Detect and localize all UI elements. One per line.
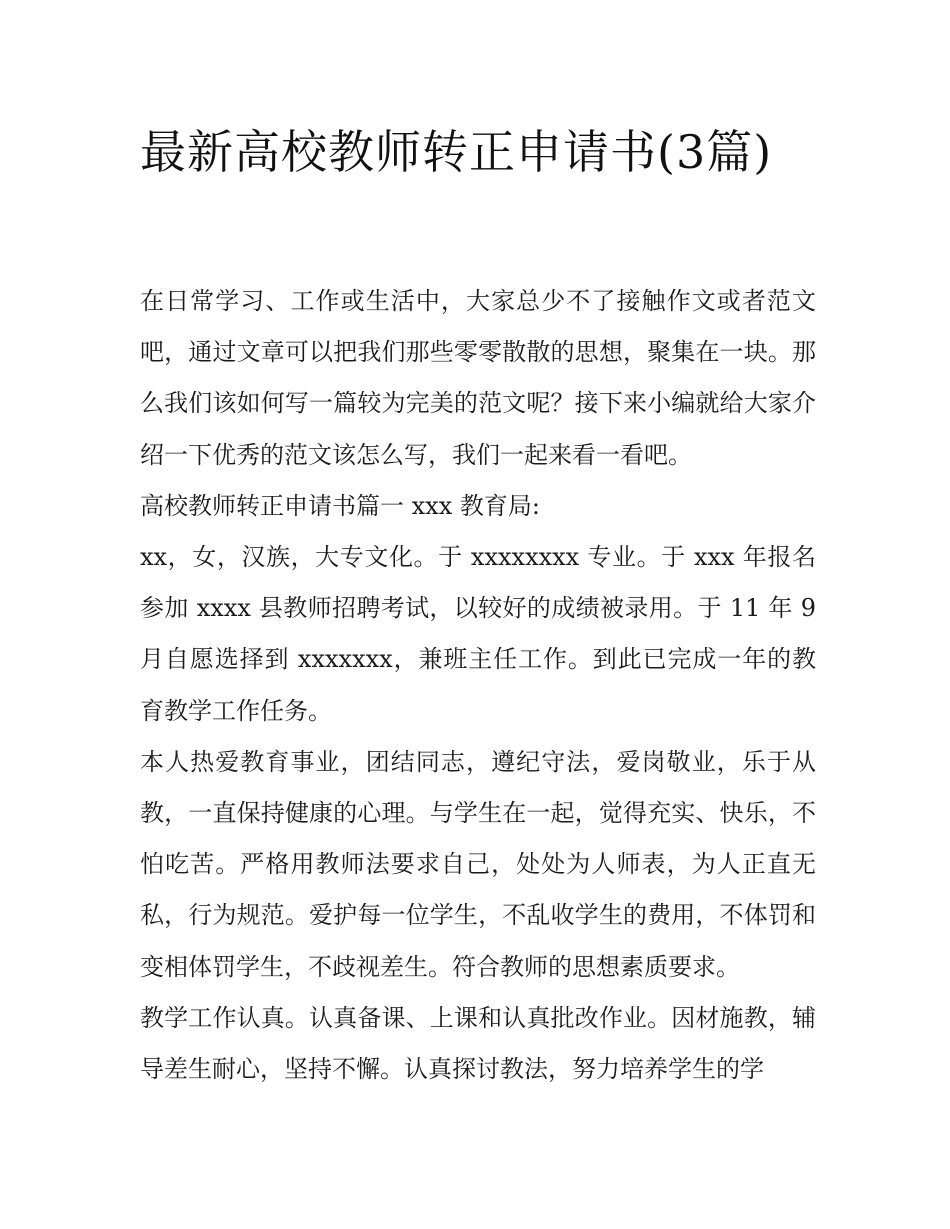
paragraph-teaching: 教学工作认真。认真备课、上课和认真批改作业。因材施教，辅导差生耐心，坚持不懈。认真探讨教法，努力培养学生的学 (140, 1003, 816, 1084)
document-body (140, 276, 816, 1095)
paragraph-background: xx，女，汉族，大专文化。于 xxxxxxxx 专业。于 xxx 年报名参加 xxxx 县教师招聘考试，以较好的成绩被录用。于 11 年 9 月自愿选择到 xxxxxxx，兼班主任工作。到此已完成一年的教育教学工作任务。 (140, 543, 816, 725)
paragraph-salutation: 高校教师转正申请书篇一 xxx 教育局: (140, 491, 540, 520)
paragraph-intro: 在日常学习、工作或生活中，大家总少不了接触作文或者范文吧，通过文章可以把我们那些零零散散的思想，聚集在一块。那么我们该如何写一篇较为完美的范文呢？接下来小编就给大家介绍一下优秀的范文该怎么写，我们一起来看一看吧。 (140, 287, 816, 469)
document-title: 最新高校教师转正申请书(3篇) (140, 125, 773, 179)
paragraph-conduct: 本人热爱教育事业，团结同志，遵纪守法，爱岗敬业，乐于从教，一直保持健康的心理。与学生在一起，觉得充实、快乐，不怕吃苦。严格用教师法要求自己，处处为人师表，为人正直无私，行为规范。爱护每一位学生，不乱收学生的费用，不体罚和变相体罚学生，不歧视差生。符合教师的思想素质要求。 (140, 747, 816, 981)
